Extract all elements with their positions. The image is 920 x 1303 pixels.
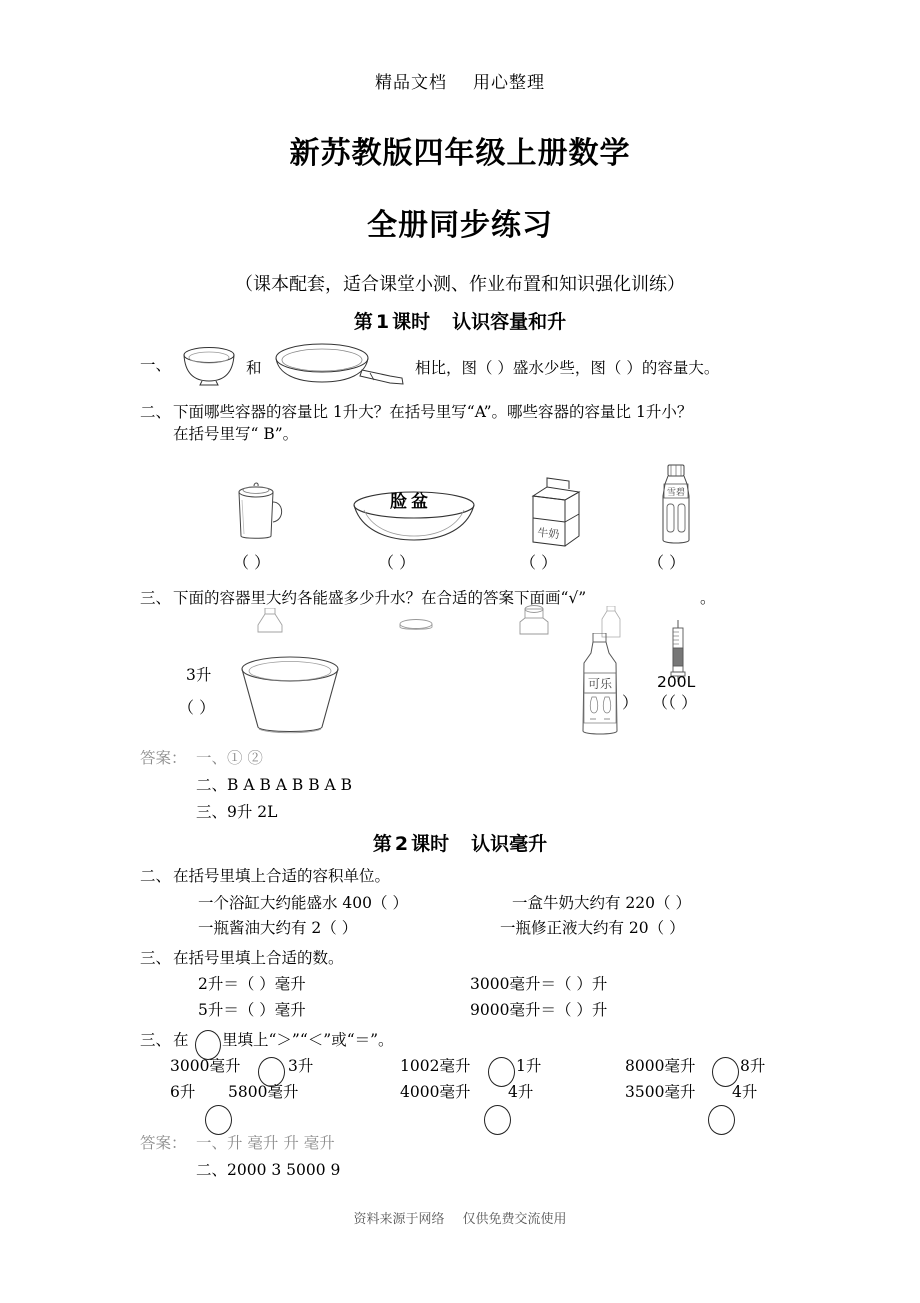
q2-paren-1[interactable]: （ ） <box>233 553 271 572</box>
l2-q3-marker: 三、 <box>140 949 172 967</box>
l2-q4-title-a: 在 <box>173 1031 189 1049</box>
l2-q4-c2-circle-bottom[interactable] <box>484 1105 511 1135</box>
q2-paren-3[interactable]: （ ） <box>520 553 558 572</box>
lesson-1-prefix: 第 <box>353 311 373 333</box>
footer-text-right: 仅供免费交流使用 <box>462 1212 567 1227</box>
l2-q4-c1-bottom-left: 6升 <box>170 1083 196 1101</box>
l2-q4-c1-top-right: 3升 <box>288 1057 314 1075</box>
milk-carton-text: 牛奶 <box>536 526 560 542</box>
l2-q4-c3-bottom-left: 3500毫升 <box>625 1083 696 1101</box>
lesson2-answer-1: 一、升 毫升 升 毫升 <box>196 1134 335 1152</box>
sprite-bottle-icon <box>655 462 697 550</box>
q2-line1: 下面哪些容器的容量比 1升大？在括号里写“A”。哪些容器的容量比 1升小？ <box>173 403 693 421</box>
page-title-line2: 全册同步练习 <box>367 208 553 243</box>
l2-q3-title: 在括号里填上合适的数。 <box>173 949 344 967</box>
l2-q4-c2-top-left: 1002毫升 <box>400 1057 471 1075</box>
l2-q4-c1-bottom-right: 5800毫升 <box>228 1083 299 1101</box>
page-subtitle: （课本配套，适合课堂小测、作业布置和知识强化训练） <box>235 274 685 295</box>
lesson2-answer-2: 二、2000 3 5000 9 <box>196 1161 341 1179</box>
q1-conjunction: 和 <box>246 359 262 377</box>
syringe-value-label: 200L <box>657 673 696 691</box>
lesson1-answer-1: 一、① ② <box>196 749 263 767</box>
lesson-2-name: 认识毫升 <box>471 833 548 855</box>
header-text-left: 精品文档 <box>375 73 447 93</box>
l2-q4-c2-top-right: 1升 <box>516 1057 542 1075</box>
lesson-1-name: 认识容量和升 <box>452 311 567 333</box>
l2-q4-c1-circle-bottom[interactable] <box>205 1105 232 1135</box>
q2-paren-2[interactable]: （ ） <box>378 553 416 572</box>
l2-q4-title-b: 里填上“＞”“＜”或“＝”。 <box>222 1031 394 1049</box>
q2-paren-4[interactable]: （ ） <box>648 553 686 572</box>
l2-q4-marker: 三、 <box>140 1031 172 1049</box>
sprite-bottle-text: 雪碧 <box>667 488 686 498</box>
lesson1-answer-2: 二、B A B A B B A B <box>196 776 353 794</box>
lesson1-answers-label: 答案： <box>140 749 187 767</box>
l2-q3-row2-left[interactable]: 5升＝（ ）毫升 <box>198 1001 306 1019</box>
lesson1-answer-3: 三、9升 2L <box>196 803 278 821</box>
l2-q4-c3-top-right: 8升 <box>740 1057 766 1075</box>
l2-q3-row1-right[interactable]: 3000毫升＝（ ）升 <box>470 975 608 993</box>
l2-q2-marker: 二、 <box>140 867 172 885</box>
l2-q2-title: 在括号里填上合适的容积单位。 <box>173 867 391 885</box>
l2-q4-c3-circle-bottom[interactable] <box>708 1105 735 1135</box>
pan-icon <box>270 342 405 390</box>
lesson2-answers-label: 答案： <box>140 1134 187 1152</box>
cola-bottle-icon <box>576 633 624 738</box>
bottle-sketch-icon <box>252 608 288 638</box>
milk-carton-icon <box>525 470 587 548</box>
document-footer <box>0 1208 920 1227</box>
l2-q2-item-4[interactable]: 一瓶修正液大约有 20（ ） <box>500 919 685 937</box>
lesson-1-suffix: 课时 <box>392 311 431 333</box>
l2-q4-c1-top-left: 3000毫升 <box>170 1057 241 1075</box>
l2-q4-c2-bottom-left: 4000毫升 <box>400 1083 471 1101</box>
bucket-value-label: 3升 <box>186 666 212 684</box>
footer-text-left: 资料来源于网络 <box>353 1212 445 1227</box>
l2-q4-c2-bottom-right: 4升 <box>508 1083 534 1101</box>
jar-sketch-icon <box>515 604 553 638</box>
q3-text-end: 。 <box>700 589 716 607</box>
l2-q2-item-1[interactable]: 一个浴缸大约能盛水 400（ ） <box>198 894 408 912</box>
document-header <box>0 68 920 93</box>
lesson-1-number: 1 <box>375 311 390 333</box>
lesson-2-prefix: 第 <box>372 833 392 855</box>
l2-q3-row2-right[interactable]: 9000毫升＝（ ）升 <box>470 1001 608 1019</box>
bowl-icon <box>178 345 240 387</box>
q2-marker: 二、 <box>140 403 172 421</box>
l2-q2-item-2[interactable]: 一盒牛奶大约有 220（ ） <box>512 894 691 912</box>
bucket-icon <box>238 655 343 737</box>
q3-cola-paren[interactable]: ） <box>622 693 639 712</box>
lesson-1-title <box>0 307 920 334</box>
q3-syringe-paren[interactable]: （（ ） <box>652 693 698 712</box>
q2-line2: 在括号里写“ B”。 <box>173 425 299 443</box>
q1-marker: 一、 <box>140 356 172 374</box>
lid-sketch-icon <box>398 618 434 632</box>
lesson-2-suffix: 课时 <box>411 833 450 855</box>
q3-bucket-paren[interactable]: （ ） <box>178 698 216 717</box>
l2-q4-c3-top-left: 8000毫升 <box>625 1057 696 1075</box>
lesson-2-number: 2 <box>394 833 409 855</box>
q3-marker: 三、 <box>140 589 172 607</box>
mug-icon <box>232 478 290 544</box>
l2-q4-c3-bottom-right: 4升 <box>732 1083 758 1101</box>
q3-text: 下面的容器里大约各能盛多少升水？在合适的答案下面画“√” <box>173 589 587 607</box>
header-text-right: 用心整理 <box>473 73 545 93</box>
l2-q3-row1-left[interactable]: 2升＝（ ）毫升 <box>198 975 306 993</box>
lesson-2-title <box>0 829 920 856</box>
basin-label: 脸盆 <box>390 492 432 512</box>
cola-bottle-text: 可乐 <box>588 677 613 691</box>
l2-q2-item-3[interactable]: 一瓶酱油大约有 2（ ） <box>198 919 358 937</box>
q1-text: 相比，图（ ）盛水少些，图（ ）的容量大。 <box>415 359 720 377</box>
page-title-line1: 新苏教版四年级上册数学 <box>289 136 631 171</box>
